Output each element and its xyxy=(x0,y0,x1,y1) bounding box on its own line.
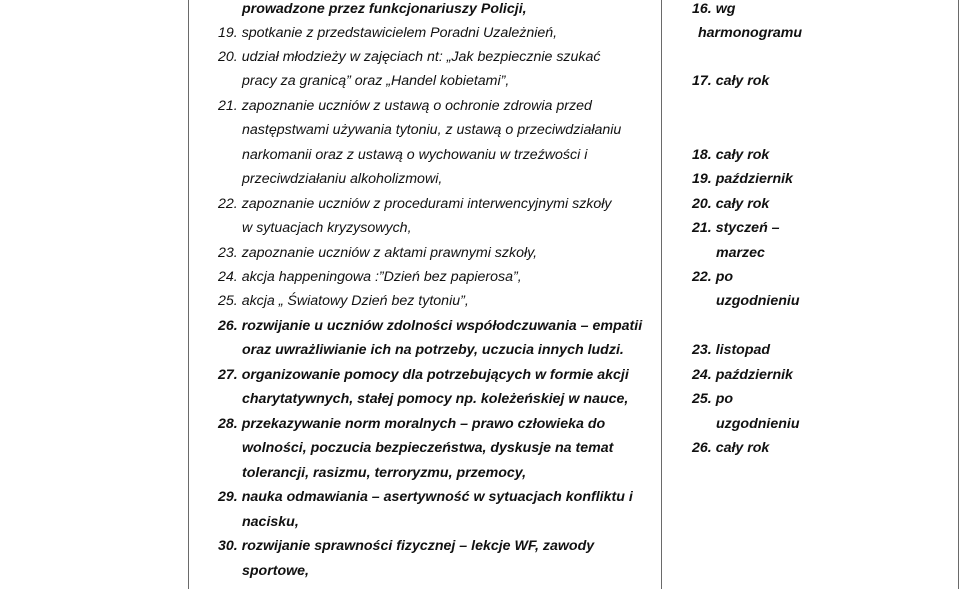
schedule-line: harmonogramu xyxy=(698,25,803,41)
activity-line: przeciwdziałaniu alkoholizmowi, xyxy=(242,171,443,187)
schedule-line: 25. po xyxy=(692,391,734,407)
activity-line: 20. udział młodzieży w zajęciach nt: „Jak bezpiecznie szukać xyxy=(218,49,601,65)
activity-line: 24. akcja happeningowa :”Dzień bez papierosa”, xyxy=(218,269,522,285)
schedule-line: 21. styczeń – xyxy=(692,220,780,236)
activity-line: pracy za granicą” oraz „Handel kobietami”, xyxy=(242,73,510,89)
activity-line: 23. zapoznanie uczniów z aktami prawnymi szkoły, xyxy=(218,245,538,261)
activity-line: 30. rozwijanie sprawności fizycznej – lekcje WF, zawody xyxy=(218,538,595,554)
activity-line: 26. rozwijanie u uczniów zdolności współodczuwania – empatii xyxy=(218,318,643,334)
schedule-line: marzec xyxy=(716,245,765,261)
activity-line: w sytuacjach kryzysowych, xyxy=(242,220,412,236)
schedule-line: 23. listopad xyxy=(692,342,771,358)
activity-line: sportowe, xyxy=(242,563,310,579)
table-border-right xyxy=(958,0,959,589)
schedule-line: 26. cały rok xyxy=(692,440,770,456)
activity-line: 19. spotkanie z przedstawicielem Poradni Uzależnień, xyxy=(218,25,558,41)
activity-line: narkomanii oraz z ustawą o wychowaniu w trzeźwości i xyxy=(242,147,588,163)
activity-line: 27. organizowanie pomocy dla potrzebujących w formie akcji xyxy=(218,367,629,383)
table-border-middle xyxy=(661,0,662,589)
schedule-line: 24. październik xyxy=(692,367,793,383)
schedule-line: 16. wg xyxy=(692,1,736,17)
schedule-line: uzgodnieniu xyxy=(716,416,800,432)
schedule-line: uzgodnieniu xyxy=(716,293,800,309)
activity-line: oraz uwrażliwianie ich na potrzeby, uczucia innych ludzi. xyxy=(242,342,624,358)
activity-line: tolerancji, rasizmu, terroryzmu, przemocy, xyxy=(242,465,527,481)
schedule-line: 22. po xyxy=(692,269,734,285)
activity-line: 28. przekazywanie norm moralnych – prawo człowieka do xyxy=(218,416,606,432)
activity-line: 22. zapoznanie uczniów z procedurami interwencyjnymi szkoły xyxy=(218,196,612,212)
schedule-line: 20. cały rok xyxy=(692,196,770,212)
activity-line: wolności, poczucia bezpieczeństwa, dyskusje na temat xyxy=(242,440,614,456)
schedule-line: 17. cały rok xyxy=(692,73,770,89)
activity-line: charytatywnych, stałej pomocy np. koleżeńskiej w nauce, xyxy=(242,391,629,407)
activity-line: 21. zapoznanie uczniów z ustawą o ochronie zdrowia przed xyxy=(218,98,592,114)
activity-line: prowadzone przez funkcjonariuszy Policji, xyxy=(242,1,527,17)
activity-line: nacisku, xyxy=(242,514,299,530)
table-border-left xyxy=(188,0,189,589)
schedule-line: 18. cały rok xyxy=(692,147,770,163)
schedule-line: 19. październik xyxy=(692,171,793,187)
activity-line: 25. akcja „ Światowy Dzień bez tytoniu”, xyxy=(218,293,469,309)
activity-line: następstwami używania tytoniu, z ustawą o przeciwdziałaniu xyxy=(242,122,622,138)
activity-line: 29. nauka odmawiania – asertywność w sytuacjach konfliktu i xyxy=(218,489,633,505)
